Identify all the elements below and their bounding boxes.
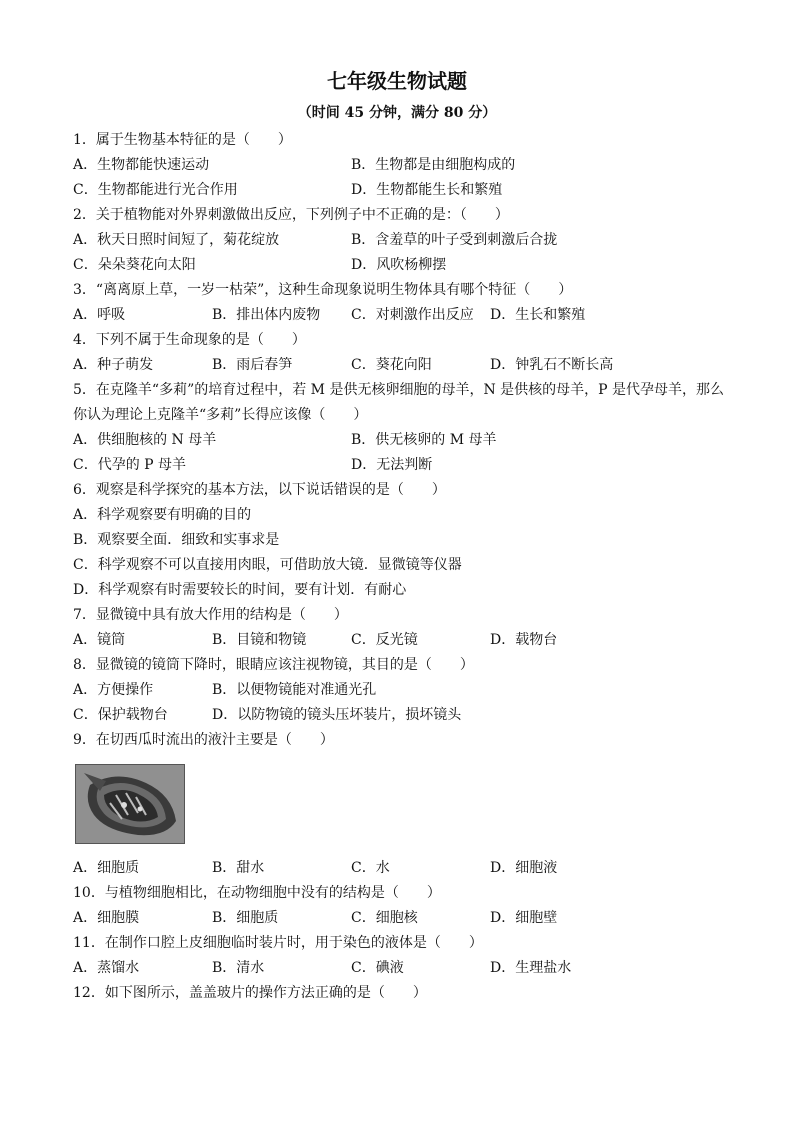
question-2-stem: 2．关于植物能对外界刺激做出反应，下列例子中不正确的是：（ ） — [73, 207, 509, 223]
question-8-option-d: D．以防物镜的镜头压坏装片，损坏镜头 — [212, 707, 462, 723]
page-subtitle: （时间 45 分钟，满分 80 分） — [297, 105, 497, 121]
question-5-option-a: A．供细胞核的 N 母羊 — [73, 432, 217, 448]
question-5-option-d: D．无法判断 — [351, 457, 433, 473]
question-3-option-b: B．排出体内废物 — [212, 307, 321, 323]
question-8-stem: 8．显微镜的镜筒下降时，眼睛应该注视物镜，其目的是（ ） — [73, 657, 474, 673]
question-7-option-b: B．目镜和物镜 — [212, 632, 307, 648]
question-3-option-a: A．呼吸 — [73, 307, 126, 323]
question-1-option-d: D．生物都能生长和繁殖 — [351, 182, 503, 198]
question-11-stem: 11．在制作口腔上皮细胞临时装片时，用于染色的液体是（ ） — [73, 935, 483, 951]
question-2-option-a: A．秋天日照时间短了，菊花绽放 — [73, 232, 280, 248]
question-10-option-c: C．细胞核 — [351, 910, 418, 926]
question-1-option-a: A．生物都能快速运动 — [73, 157, 210, 173]
question-8-option-a: A．方便操作 — [73, 682, 154, 698]
question-4-option-a: A．种子萌发 — [73, 357, 154, 373]
question-1-stem: 1．属于生物基本特征的是（ ） — [73, 132, 292, 148]
question-12-stem: 12．如下图所示，盖盖玻片的操作方法正确的是（ ） — [73, 985, 427, 1001]
question-6-option-b: B．观察要全面．细致和实事求是 — [73, 532, 280, 548]
question-3-stem: 3．“离离原上草，一岁一枯荣”，这种生命现象说明生物体具有哪个特征（ ） — [73, 282, 573, 298]
question-6-option-d: D．科学观察有时需要较长的时间，要有计划．有耐心 — [73, 582, 407, 598]
question-2-option-c: C．朵朵葵花向太阳 — [73, 257, 196, 273]
question-10-stem: 10．与植物细胞相比，在动物细胞中没有的结构是（ ） — [73, 885, 441, 901]
question-7-option-a: A．镜筒 — [73, 632, 126, 648]
question-8-option-c: C．保护载物台 — [73, 707, 168, 723]
question-10-option-a: A．细胞膜 — [73, 910, 140, 926]
question-11-option-d: D．生理盐水 — [490, 960, 572, 976]
question-8-option-b: B．以便物镜能对准通光孔 — [212, 682, 377, 698]
question-5-stem-line-2: 你认为理论上克隆羊“多莉”长得应该像（ ） — [73, 407, 368, 423]
question-9-option-a: A．细胞质 — [73, 860, 140, 876]
question-1-option-c: C．生物都能进行光合作用 — [73, 182, 238, 198]
question-9-option-b: B．甜水 — [212, 860, 265, 876]
question-6-stem: 6．观察是科学探究的基本方法，以下说话错误的是（ ） — [73, 482, 446, 498]
question-4-option-b: B．雨后春笋 — [212, 357, 293, 373]
question-11-option-a: A．蒸馏水 — [73, 960, 140, 976]
question-6-option-c: C．科学观察不可以直接用肉眼，可借助放大镜．显微镜等仪器 — [73, 557, 462, 573]
watermelon-cut-photo — [75, 764, 185, 844]
page-title: 七年级生物试题 — [327, 69, 467, 93]
question-4-option-d: D．钟乳石不断长高 — [490, 357, 614, 373]
question-3-option-d: D．生长和繁殖 — [490, 307, 586, 323]
question-9-stem: 9．在切西瓜时流出的液汁主要是（ ） — [73, 732, 334, 748]
question-11-option-c: C．碘液 — [351, 960, 404, 976]
question-5-stem-line-1: 5．在克隆羊“多莉”的培育过程中，若 M 是供无核卵细胞的母羊，N 是供核的母羊，P 是代孕母羊，那么 — [73, 382, 725, 398]
question-5-option-b: B．供无核卵的 M 母羊 — [351, 432, 497, 448]
question-7-stem: 7．显微镜中具有放大作用的结构是（ ） — [73, 607, 348, 623]
question-10-option-d: D．细胞壁 — [490, 910, 558, 926]
question-2-option-b: B．含羞草的叶子受到刺激后合拢 — [351, 232, 558, 248]
question-6-option-a: A．科学观察要有明确的目的 — [73, 507, 252, 523]
question-7-option-c: C．反光镜 — [351, 632, 418, 648]
question-5-option-c: C．代孕的 P 母羊 — [73, 457, 187, 473]
question-9-option-d: D．细胞液 — [490, 860, 558, 876]
question-9-option-c: C．水 — [351, 860, 390, 876]
question-3-option-c: C．对刺激作出反应 — [351, 307, 474, 323]
question-4-stem: 4．下列不属于生命现象的是（ ） — [73, 332, 306, 348]
question-1-option-b: B．生物都是由细胞构成的 — [351, 157, 516, 173]
question-11-option-b: B．清水 — [212, 960, 265, 976]
question-4-option-c: C．葵花向阳 — [351, 357, 432, 373]
question-7-option-d: D．载物台 — [490, 632, 558, 648]
question-10-option-b: B．细胞质 — [212, 910, 279, 926]
question-2-option-d: D．风吹杨柳摆 — [351, 257, 447, 273]
